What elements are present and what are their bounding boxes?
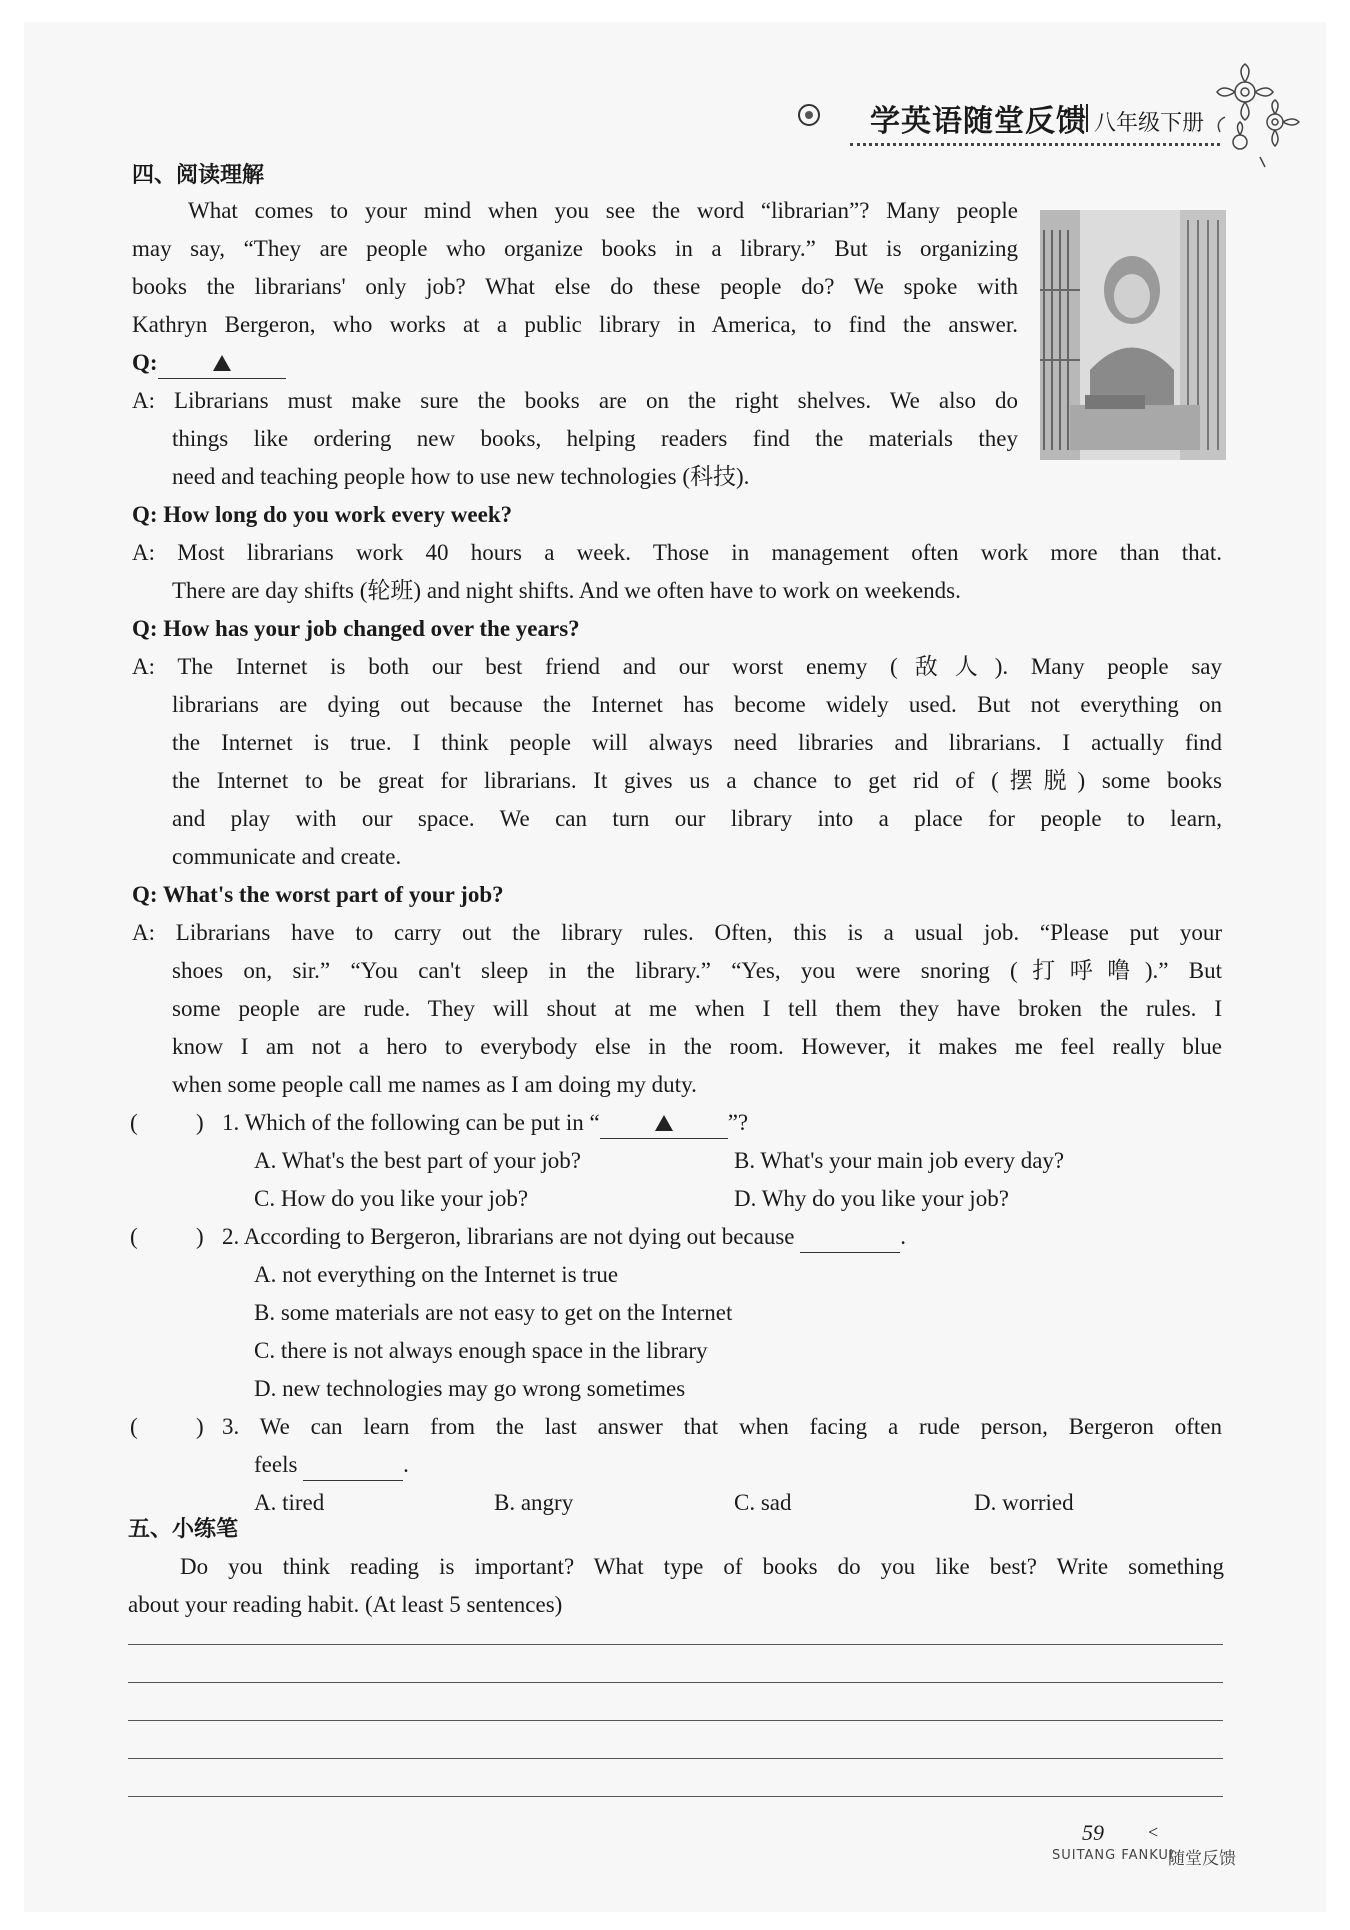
answer-paren-close: ) xyxy=(196,1414,204,1439)
writing-line[interactable] xyxy=(128,1682,1223,1683)
answer-paren-open[interactable]: ( xyxy=(130,1414,138,1439)
writing-line[interactable] xyxy=(128,1796,1223,1797)
question-line: Q: How long do you work every week? xyxy=(132,502,513,527)
footer-brand-cn: 随堂反馈 xyxy=(1168,1849,1236,1869)
q2-stem-text: 2. According to Bergeron, librarians are not dying out because xyxy=(222,1224,795,1249)
header-subtitle: 八年级下册 xyxy=(1094,111,1205,136)
answer-line: and play with our space. We can turn our library into a place for people to learn, xyxy=(172,806,1222,831)
page-number: 59 xyxy=(1082,1820,1104,1845)
writing-prompt-line: Do you think reading is important? What type of books do you like best? Write something xyxy=(180,1554,1224,1579)
answer-line: A: Librarians must make sure the books are on the right shelves. We also do xyxy=(132,388,1018,413)
question-blank-line xyxy=(132,348,286,379)
q1-stem-text: 1. Which of the following can be put in “ xyxy=(222,1110,600,1135)
answer-line: communicate and create. xyxy=(172,844,402,869)
answer-line: need and teaching people how to use new technologies (科技). xyxy=(172,464,750,489)
question-line: Q: What's the worst part of your job? xyxy=(132,882,504,907)
answer-paren-open[interactable]: ( xyxy=(130,1110,138,1135)
q3-option-c[interactable]: C. sad xyxy=(734,1490,792,1515)
answer-line: A: The Internet is both our best friend and our worst enemy (敌人). Many people say xyxy=(132,654,1222,679)
question-3-stem: 3. We can learn from the last answer that when facing a rude person, Bergeron often xyxy=(222,1414,1222,1439)
answer-line: A: Librarians have to carry out the library rules. Often, this is a usual job. “Please put your xyxy=(132,920,1222,945)
intro-line: Kathryn Bergeron, who works at a public library in America, to find the answer. xyxy=(132,312,1018,337)
q1-blank xyxy=(600,1108,728,1139)
q2-option-b[interactable]: B. some materials are not easy to get on the Internet xyxy=(254,1300,733,1325)
answer-line: A: Most librarians work 40 hours a week. Those in management often work more than that. xyxy=(132,540,1222,565)
q1-option-d[interactable]: D. Why do you like your job? xyxy=(734,1186,1009,1211)
footer-brand: SUITANG FANKUI xyxy=(1052,1848,1174,1863)
q1-stem-end: ”? xyxy=(727,1110,749,1135)
intro-line: may say, “They are people who organize books in a library.” But is organizing xyxy=(132,236,1018,261)
q1-option-b[interactable]: B. What's your main job every day? xyxy=(734,1148,1065,1173)
writing-line[interactable] xyxy=(128,1758,1223,1759)
intro-line: books the librarians' only job? What else do these people do? We spoke with xyxy=(132,274,1018,299)
q3-stem-text: feels xyxy=(254,1452,298,1477)
librarian-photo xyxy=(1040,210,1226,460)
q1-option-c[interactable]: C. How do you like your job? xyxy=(254,1186,529,1211)
answer-paren-close: ) xyxy=(196,1110,204,1135)
header-logo-icon xyxy=(798,104,820,126)
writing-line[interactable] xyxy=(128,1720,1223,1721)
flower-decoration-icon xyxy=(1205,62,1305,172)
triangle-icon xyxy=(655,1115,673,1131)
writing-prompt-line: about your reading habit. (At least 5 sentences) xyxy=(128,1592,563,1617)
question-3-stem-cont: feels . xyxy=(254,1450,409,1481)
triangle-icon xyxy=(213,355,231,371)
intro-line: What comes to your mind when you see the word “librarian”? Many people xyxy=(188,198,1018,223)
header-title: 学英语随堂反馈 xyxy=(870,104,1087,139)
question-line: Q: How has your job changed over the years? xyxy=(132,616,580,641)
answer-line: There are day shifts (轮班) and night shifts. And we often have to work on weekends. xyxy=(172,578,961,603)
answer-line: shoes on, sir.” “You can't sleep in the library.” “Yes, you were snoring (打呼噜).” But xyxy=(172,958,1222,983)
answer-line: some people are rude. They will shout at me when I tell them they have broken the rules. I xyxy=(172,996,1222,1021)
q-label: Q: xyxy=(132,350,158,375)
page-arrow-icon: < xyxy=(1148,1822,1159,1842)
answer-line: the Internet to be great for librarians. It gives us a chance to get rid of (摆脱) some books xyxy=(172,768,1222,793)
q3-option-b[interactable]: B. angry xyxy=(494,1490,574,1515)
answer-paren-open[interactable]: ( xyxy=(130,1224,138,1249)
header-dotted-rule xyxy=(850,143,1220,146)
q2-option-a[interactable]: A. not everything on the Internet is true xyxy=(254,1262,619,1287)
answer-line: librarians are dying out because the Internet has become widely used. But not everything on xyxy=(172,692,1222,717)
answer-line: know I am not a hero to everybody else in the room. However, it makes me feel really blue xyxy=(172,1034,1222,1059)
q3-option-d[interactable]: D. worried xyxy=(974,1490,1074,1515)
section-title-reading: 四、阅读理解 xyxy=(132,163,265,188)
question-1-stem xyxy=(222,1108,748,1139)
q1-option-a[interactable]: A. What's the best part of your job? xyxy=(254,1148,581,1173)
q2-option-c[interactable]: C. there is not always enough space in the library xyxy=(254,1338,708,1363)
question-2-stem: 2. According to Bergeron, librarians are not dying out because . xyxy=(222,1222,906,1253)
q3-option-a[interactable]: A. tired xyxy=(254,1490,325,1515)
q3-blank[interactable] xyxy=(303,1450,403,1481)
section-title-writing: 五、小练笔 xyxy=(128,1517,239,1542)
answer-line: things like ordering new books, helping readers find the materials they xyxy=(172,426,1018,451)
q2-option-d[interactable]: D. new technologies may go wrong sometimes xyxy=(254,1376,686,1401)
answer-line: the Internet is true. I think people will always need libraries and librarians. I actually find xyxy=(172,730,1222,755)
writing-line[interactable] xyxy=(128,1644,1223,1645)
header-separator xyxy=(1080,104,1088,132)
answer-blank-triangle xyxy=(158,348,286,379)
q2-blank[interactable] xyxy=(800,1222,900,1253)
answer-line: when some people call me names as I am doing my duty. xyxy=(172,1072,697,1097)
answer-paren-close: ) xyxy=(196,1224,204,1249)
